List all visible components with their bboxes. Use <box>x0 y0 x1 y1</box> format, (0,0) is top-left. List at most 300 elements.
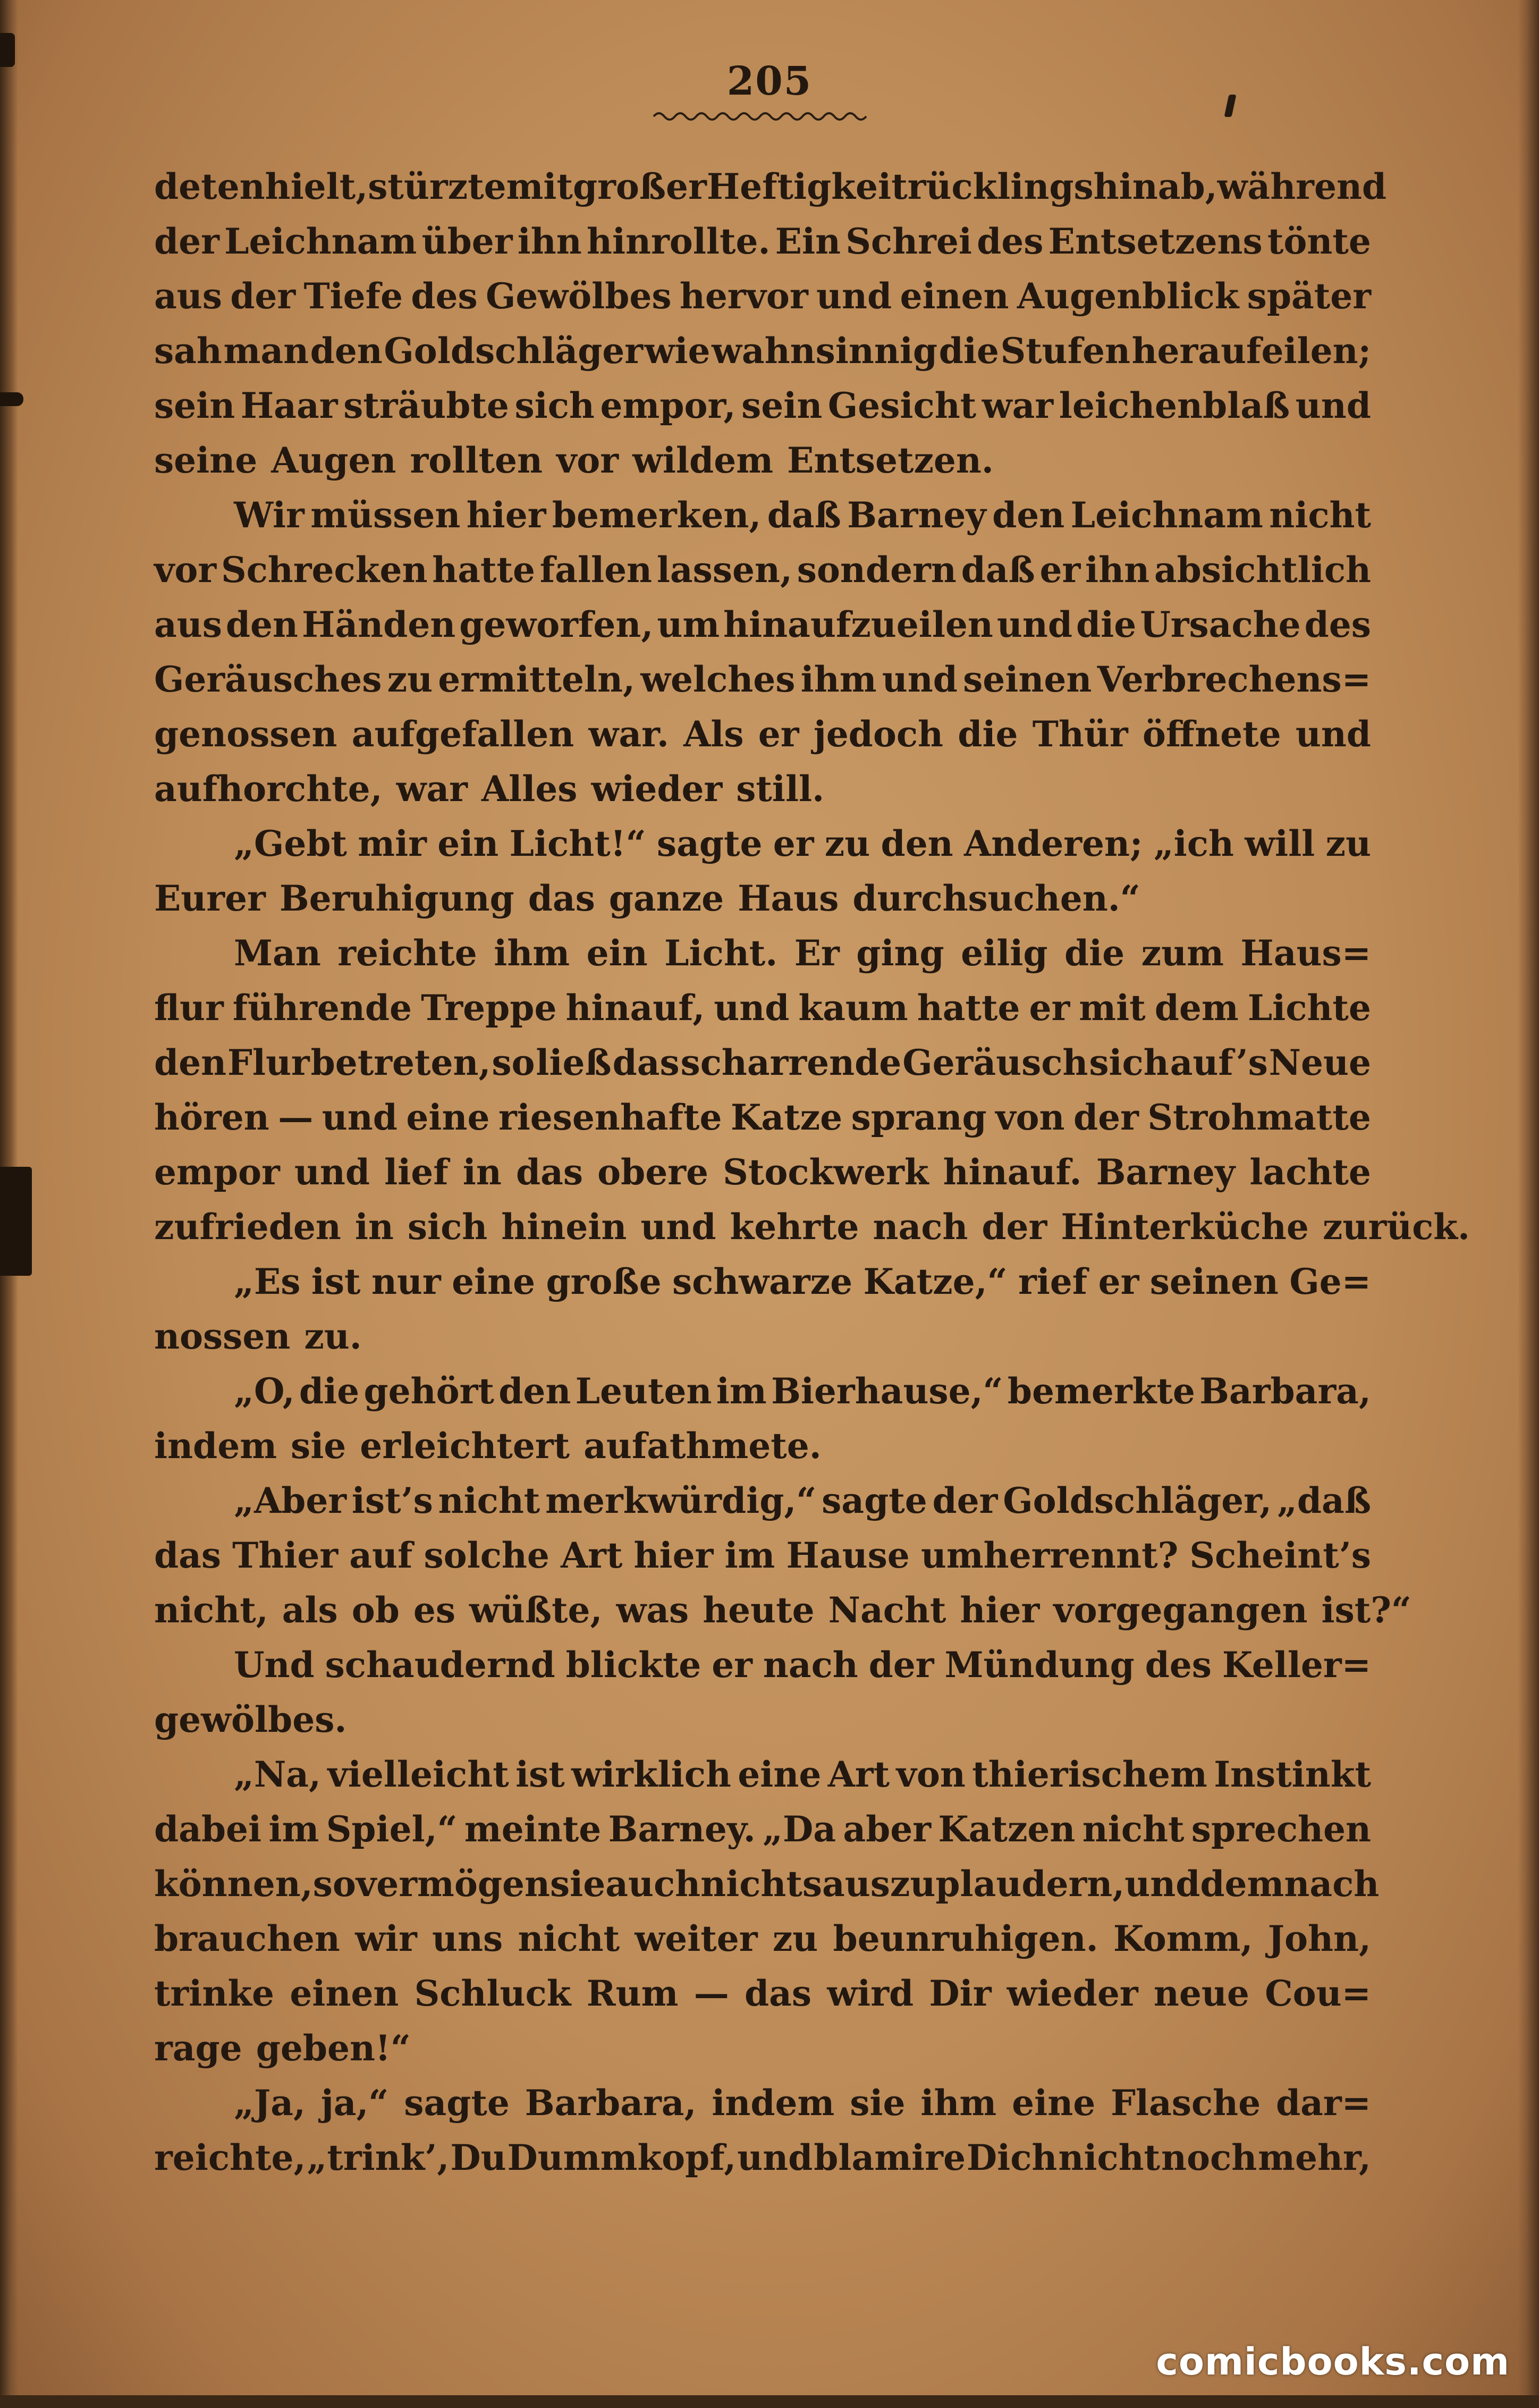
word: Cou= <box>1265 1973 1371 2014</box>
word: nichts <box>700 1863 823 1905</box>
word: in <box>354 1206 394 1248</box>
word: solche <box>424 1535 549 1576</box>
word: wüßte, <box>469 1589 603 1631</box>
word: öffnete <box>1142 713 1281 755</box>
body-text <box>154 159 1470 2185</box>
word: ihn <box>517 221 582 262</box>
word: meinte <box>464 1808 602 1850</box>
word: Ursache <box>1140 604 1301 645</box>
word: hinaufzueilen <box>723 604 993 645</box>
word: Strohmatte <box>1147 1097 1371 1138</box>
word: blickte <box>565 1644 701 1686</box>
word: Verbrechens= <box>1097 659 1371 700</box>
word: reichte <box>337 932 477 974</box>
word: fallen <box>539 549 653 591</box>
word: war <box>396 768 468 810</box>
word: Art <box>827 1754 890 1795</box>
word: demnach <box>1200 1863 1380 1905</box>
word: Eurer <box>154 878 266 919</box>
word: welches <box>640 659 796 700</box>
word: kehrte <box>730 1206 859 1248</box>
page-header <box>0 58 1539 104</box>
word: wird <box>827 1973 914 2014</box>
word: Ein <box>775 221 841 262</box>
word: eine <box>738 1754 822 1795</box>
word: aber <box>843 1808 931 1850</box>
word: die <box>938 330 999 372</box>
header-ornament <box>651 109 869 123</box>
word: vorgegangen <box>1053 1589 1308 1631</box>
word: eine <box>406 1097 490 1138</box>
text-line <box>154 1638 1371 1693</box>
word: lachte <box>1249 1151 1371 1193</box>
word: des <box>977 221 1044 262</box>
word: Goldschläger <box>384 330 644 372</box>
word: geben!“ <box>256 2027 411 2069</box>
word: „Ja, <box>234 2082 306 2124</box>
word: große <box>546 1261 662 1302</box>
text-line <box>154 597 1371 652</box>
word: wir <box>355 1918 417 1959</box>
word: zu. <box>304 1316 362 1357</box>
text-line <box>154 652 1371 707</box>
word: sprechen <box>1191 1808 1371 1850</box>
word: der <box>868 1644 934 1686</box>
word: er <box>712 1644 752 1686</box>
word: sagte <box>822 1480 927 1521</box>
word: schwarze <box>672 1261 853 1302</box>
word: sträubte <box>343 385 509 426</box>
word: so <box>312 1863 356 1905</box>
text-line <box>154 1802 1371 1857</box>
word: Lichte <box>1247 987 1371 1029</box>
word: Er <box>794 932 840 974</box>
word: eine <box>452 1261 536 1302</box>
word: sich <box>1089 1042 1169 1083</box>
text-line <box>154 926 1371 981</box>
word: der <box>982 1206 1047 1248</box>
word: er <box>1029 987 1070 1029</box>
word: er <box>1098 1261 1139 1302</box>
word: wirklich <box>571 1754 731 1795</box>
word: und <box>322 1097 398 1138</box>
word: die <box>1076 604 1137 645</box>
word: Leichnam <box>1070 494 1263 536</box>
word: der <box>154 221 219 262</box>
word: still. <box>736 768 825 810</box>
word: dar= <box>1275 2082 1371 2124</box>
text-line <box>154 871 1371 926</box>
word: eilig <box>961 932 1048 974</box>
word: sie <box>850 2082 906 2124</box>
word: des <box>1304 604 1371 645</box>
word: Barbara, <box>1199 1370 1371 1412</box>
word: die <box>1064 932 1125 974</box>
word: hier <box>466 494 546 536</box>
word: auf <box>349 1535 413 1576</box>
word: seinen <box>1149 1261 1279 1302</box>
word: Dummkopf, <box>507 2137 737 2178</box>
word: und <box>294 1151 370 1193</box>
word: gehört <box>363 1370 494 1412</box>
word: Stockwerk <box>723 1151 929 1193</box>
word: und <box>1295 385 1371 426</box>
word: und <box>1124 1863 1200 1905</box>
word: ihm <box>494 932 570 974</box>
word: sprang <box>851 1097 987 1138</box>
word: Barney <box>1096 1151 1236 1193</box>
word: seine <box>154 440 258 481</box>
word: und <box>996 604 1073 645</box>
word: sein <box>741 385 823 426</box>
word: deten <box>154 166 265 207</box>
word: Thier <box>232 1535 339 1576</box>
word: will <box>1245 823 1315 864</box>
word: obere <box>597 1151 709 1193</box>
word: tönte <box>1267 221 1371 262</box>
word: heute <box>703 1589 815 1631</box>
word: den <box>881 823 953 864</box>
word: Schrecken <box>221 549 428 591</box>
word: „Da <box>763 1808 836 1850</box>
word: eine <box>1012 2082 1096 2124</box>
word: nicht <box>1058 2137 1161 2178</box>
word: Haar <box>240 385 338 426</box>
word: seinen <box>963 659 1092 700</box>
word: ganze <box>608 878 724 919</box>
word: nicht <box>518 1918 620 1959</box>
word: Flasche <box>1111 2082 1261 2124</box>
word: ermitteln, <box>438 659 635 700</box>
word: Goldschläger, <box>1003 1480 1272 1521</box>
word: den <box>154 1042 227 1083</box>
word: er <box>1039 549 1081 591</box>
word: riesenhafte <box>498 1097 722 1138</box>
text-line <box>154 488 1371 543</box>
text-line <box>154 1912 1371 1966</box>
word: indem <box>154 1425 277 1467</box>
watermark-logo: comicbooks.com <box>1156 2340 1510 2384</box>
word: und <box>1295 713 1371 755</box>
word: nach <box>763 1644 858 1686</box>
word: ihn <box>1085 549 1150 591</box>
word: den <box>498 1370 571 1412</box>
word: Heftigkeit <box>706 166 908 207</box>
word: mit <box>506 166 573 207</box>
word: Leichnam <box>224 221 417 262</box>
word: Geräusches <box>154 659 382 700</box>
margin-mark-lower-left <box>0 1167 32 1276</box>
word: nur <box>371 1261 441 1302</box>
word: hatte <box>917 987 1020 1029</box>
word: führende <box>232 987 412 1029</box>
word: jedoch <box>813 713 944 755</box>
word: rage <box>154 2027 242 2069</box>
word: Schluck <box>414 1973 571 2014</box>
word: bemerkte <box>1007 1370 1195 1412</box>
word: nicht <box>438 1480 540 1521</box>
word: war. <box>588 713 669 755</box>
word: das <box>515 1151 584 1193</box>
word: nicht <box>1269 494 1371 536</box>
word: hinein <box>501 1206 627 1248</box>
word: sich <box>514 385 595 426</box>
word: hier <box>960 1589 1040 1631</box>
word: Licht. <box>664 932 778 974</box>
word: das <box>744 1973 812 2014</box>
word: mehr, <box>1258 2137 1371 2178</box>
word: ein <box>586 932 648 974</box>
word: den <box>225 604 299 645</box>
word: durchsuchen.“ <box>852 878 1140 919</box>
word: von <box>896 1754 966 1795</box>
word: und <box>882 659 958 700</box>
word: und <box>714 987 790 1029</box>
word: ließ <box>536 1042 612 1083</box>
word: empor, <box>600 385 736 426</box>
word: nossen <box>154 1316 291 1357</box>
word: Katze <box>731 1097 843 1138</box>
word: zum <box>1141 932 1224 974</box>
text-line <box>154 543 1371 597</box>
word: reichte, <box>154 2137 306 2178</box>
word: Geräusch <box>902 1042 1088 1083</box>
word: „Aber <box>234 1480 347 1521</box>
word: uns <box>432 1918 503 1959</box>
text-line <box>154 1254 1371 1309</box>
text-line <box>154 1364 1371 1419</box>
word: aufgefallen <box>351 713 574 755</box>
text-line <box>154 2131 1371 2185</box>
word: Nacht <box>828 1589 946 1631</box>
word: Neue <box>1269 1042 1371 1083</box>
word: man <box>223 330 309 372</box>
word: „trink’, <box>307 2137 450 2178</box>
word: Bierhause,“ <box>771 1370 1003 1412</box>
word: leichenblaß <box>1059 385 1290 426</box>
word: Wir <box>234 494 305 536</box>
word: das <box>528 878 595 919</box>
word: Dir <box>929 1973 992 2014</box>
text-line <box>154 378 1371 433</box>
word: als <box>282 1589 338 1631</box>
word: Scheint’s <box>1189 1535 1371 1576</box>
word: daß <box>961 549 1035 591</box>
text-line <box>154 214 1371 269</box>
word: — <box>694 1973 729 2014</box>
word: vermögen <box>356 1863 550 1905</box>
word: erleichtert <box>360 1425 570 1467</box>
word: einen <box>900 275 1009 317</box>
word: vor <box>556 440 619 481</box>
word: brauchen <box>154 1918 340 1959</box>
word: sah <box>154 330 222 372</box>
word: über <box>421 221 513 262</box>
word: kaum <box>798 987 908 1029</box>
word: genossen <box>154 713 337 755</box>
word: und <box>737 2137 813 2178</box>
word: später <box>1247 275 1371 317</box>
word: Dich <box>966 2137 1058 2178</box>
word: von <box>995 1097 1065 1138</box>
word: Anderen; <box>963 823 1143 864</box>
text-line <box>154 707 1371 762</box>
word: sagte <box>404 2082 510 2124</box>
word: hatte <box>432 549 535 591</box>
word: Barney. <box>608 1808 756 1850</box>
word: er <box>758 713 799 755</box>
word: aufhorchte, <box>154 768 383 810</box>
word: rollten <box>410 440 543 481</box>
word: „Gebt <box>234 823 347 864</box>
word: Thür <box>1032 713 1128 755</box>
word: trinke <box>154 1973 275 2014</box>
word: merkwürdig,“ <box>545 1480 817 1521</box>
word: mir <box>358 823 427 864</box>
text-line <box>154 269 1371 324</box>
text-line <box>154 1090 1371 1145</box>
text-line <box>154 981 1371 1035</box>
word: „Na, <box>234 1754 322 1795</box>
word: hier <box>633 1535 714 1576</box>
text-line <box>154 816 1371 871</box>
word: Haus <box>738 878 839 919</box>
text-line <box>154 2021 1371 2076</box>
text-line <box>154 324 1371 378</box>
word: Hinterküche <box>1061 1206 1309 1248</box>
word: aus <box>154 604 222 645</box>
word: neue <box>1153 1973 1249 2014</box>
word: rücklings <box>907 166 1094 207</box>
word: hinauf, <box>565 987 705 1029</box>
word: zu <box>772 1918 818 1959</box>
word: weiter <box>635 1918 758 1959</box>
word: Keller= <box>1222 1644 1371 1686</box>
word: ihm <box>920 2082 997 2124</box>
word: zufrieden <box>154 1206 341 1248</box>
word: Haus= <box>1240 932 1371 974</box>
text-line <box>154 1474 1371 1528</box>
word: dabei <box>154 1808 262 1850</box>
text-line <box>154 1857 1380 1912</box>
word: er <box>773 823 814 864</box>
word: und <box>640 1206 716 1248</box>
word: ob <box>351 1589 400 1631</box>
word: Gesicht <box>827 385 977 426</box>
word: Augen <box>271 440 396 481</box>
word: und <box>816 275 892 317</box>
word: nach <box>873 1206 968 1248</box>
word: müssen <box>310 494 461 536</box>
word: Entsetzens <box>1048 221 1263 262</box>
word: die <box>299 1370 360 1412</box>
word: Ge= <box>1289 1261 1371 1302</box>
word: — <box>278 1097 314 1138</box>
text-line <box>154 159 1387 214</box>
word: Und <box>234 1644 315 1686</box>
word: mit <box>1079 987 1146 1029</box>
word: wildem <box>632 440 774 481</box>
word: Katze,“ <box>863 1261 1008 1302</box>
word: der <box>230 275 296 317</box>
word: Man <box>234 932 321 974</box>
word: zurück. <box>1322 1206 1470 1248</box>
word: Du <box>450 2137 506 2178</box>
word: aufathmete. <box>584 1425 822 1467</box>
text-line <box>154 1966 1371 2021</box>
word: umherrennt? <box>920 1535 1179 1576</box>
word: vor <box>154 549 217 591</box>
margin-mark-middle-left <box>0 392 23 406</box>
word: es <box>413 1589 456 1631</box>
word: Spiel,“ <box>326 1808 458 1850</box>
word: können, <box>154 1863 313 1905</box>
word: der <box>1073 1097 1139 1138</box>
word: Tiefe <box>303 275 403 317</box>
word: beunruhigen. <box>833 1918 1098 1959</box>
page-edge-bottom <box>0 2395 1539 2408</box>
word: wieder <box>1007 1973 1138 2014</box>
word: wieder <box>591 768 723 810</box>
word: Barney <box>847 494 986 536</box>
word: ja,“ <box>320 2082 389 2124</box>
word: gewölbes. <box>154 1699 347 1740</box>
word: ist?“ <box>1321 1589 1411 1631</box>
word: sich <box>407 1206 488 1248</box>
text-line <box>154 1309 1371 1364</box>
word: nicht, <box>154 1589 268 1631</box>
word: Katzen <box>938 1808 1076 1850</box>
word: auszuplaudern, <box>822 1863 1125 1905</box>
word: Licht!“ <box>509 823 646 864</box>
text-line <box>154 1528 1371 1583</box>
word: was <box>616 1589 689 1631</box>
word: wahnsinnig <box>712 330 938 372</box>
word: sein <box>154 385 235 426</box>
word: heraufeilen; <box>1131 330 1371 372</box>
word: rief <box>1018 1261 1088 1302</box>
word: das <box>612 1042 680 1083</box>
word: flur <box>154 987 224 1029</box>
text-line <box>154 1419 1371 1474</box>
word: während <box>1217 166 1387 207</box>
word: um <box>657 604 720 645</box>
word: Art <box>560 1535 623 1576</box>
word: dem <box>1154 987 1239 1029</box>
word: „daß <box>1276 1480 1371 1521</box>
word: ist <box>515 1754 565 1795</box>
word: aus <box>154 275 222 317</box>
word: des <box>1145 1644 1212 1686</box>
word: bemerken, <box>552 494 762 536</box>
word: Alles <box>481 768 578 810</box>
text-line <box>154 1035 1371 1090</box>
word: nicht <box>1082 1808 1185 1850</box>
word: Komm, <box>1113 1918 1253 1959</box>
word: Gewölbes <box>485 275 672 317</box>
word: empor <box>154 1151 280 1193</box>
word: Treppe <box>421 987 557 1029</box>
word: absichtlich <box>1154 549 1371 591</box>
word: daß <box>767 494 841 536</box>
word: hielt, <box>265 166 368 207</box>
word: „O, <box>234 1370 295 1412</box>
word: sie <box>549 1863 606 1905</box>
word: stürzte <box>368 166 506 207</box>
text-line <box>154 2076 1371 2131</box>
word: ist’s <box>351 1480 433 1521</box>
word: ihm <box>800 659 877 700</box>
